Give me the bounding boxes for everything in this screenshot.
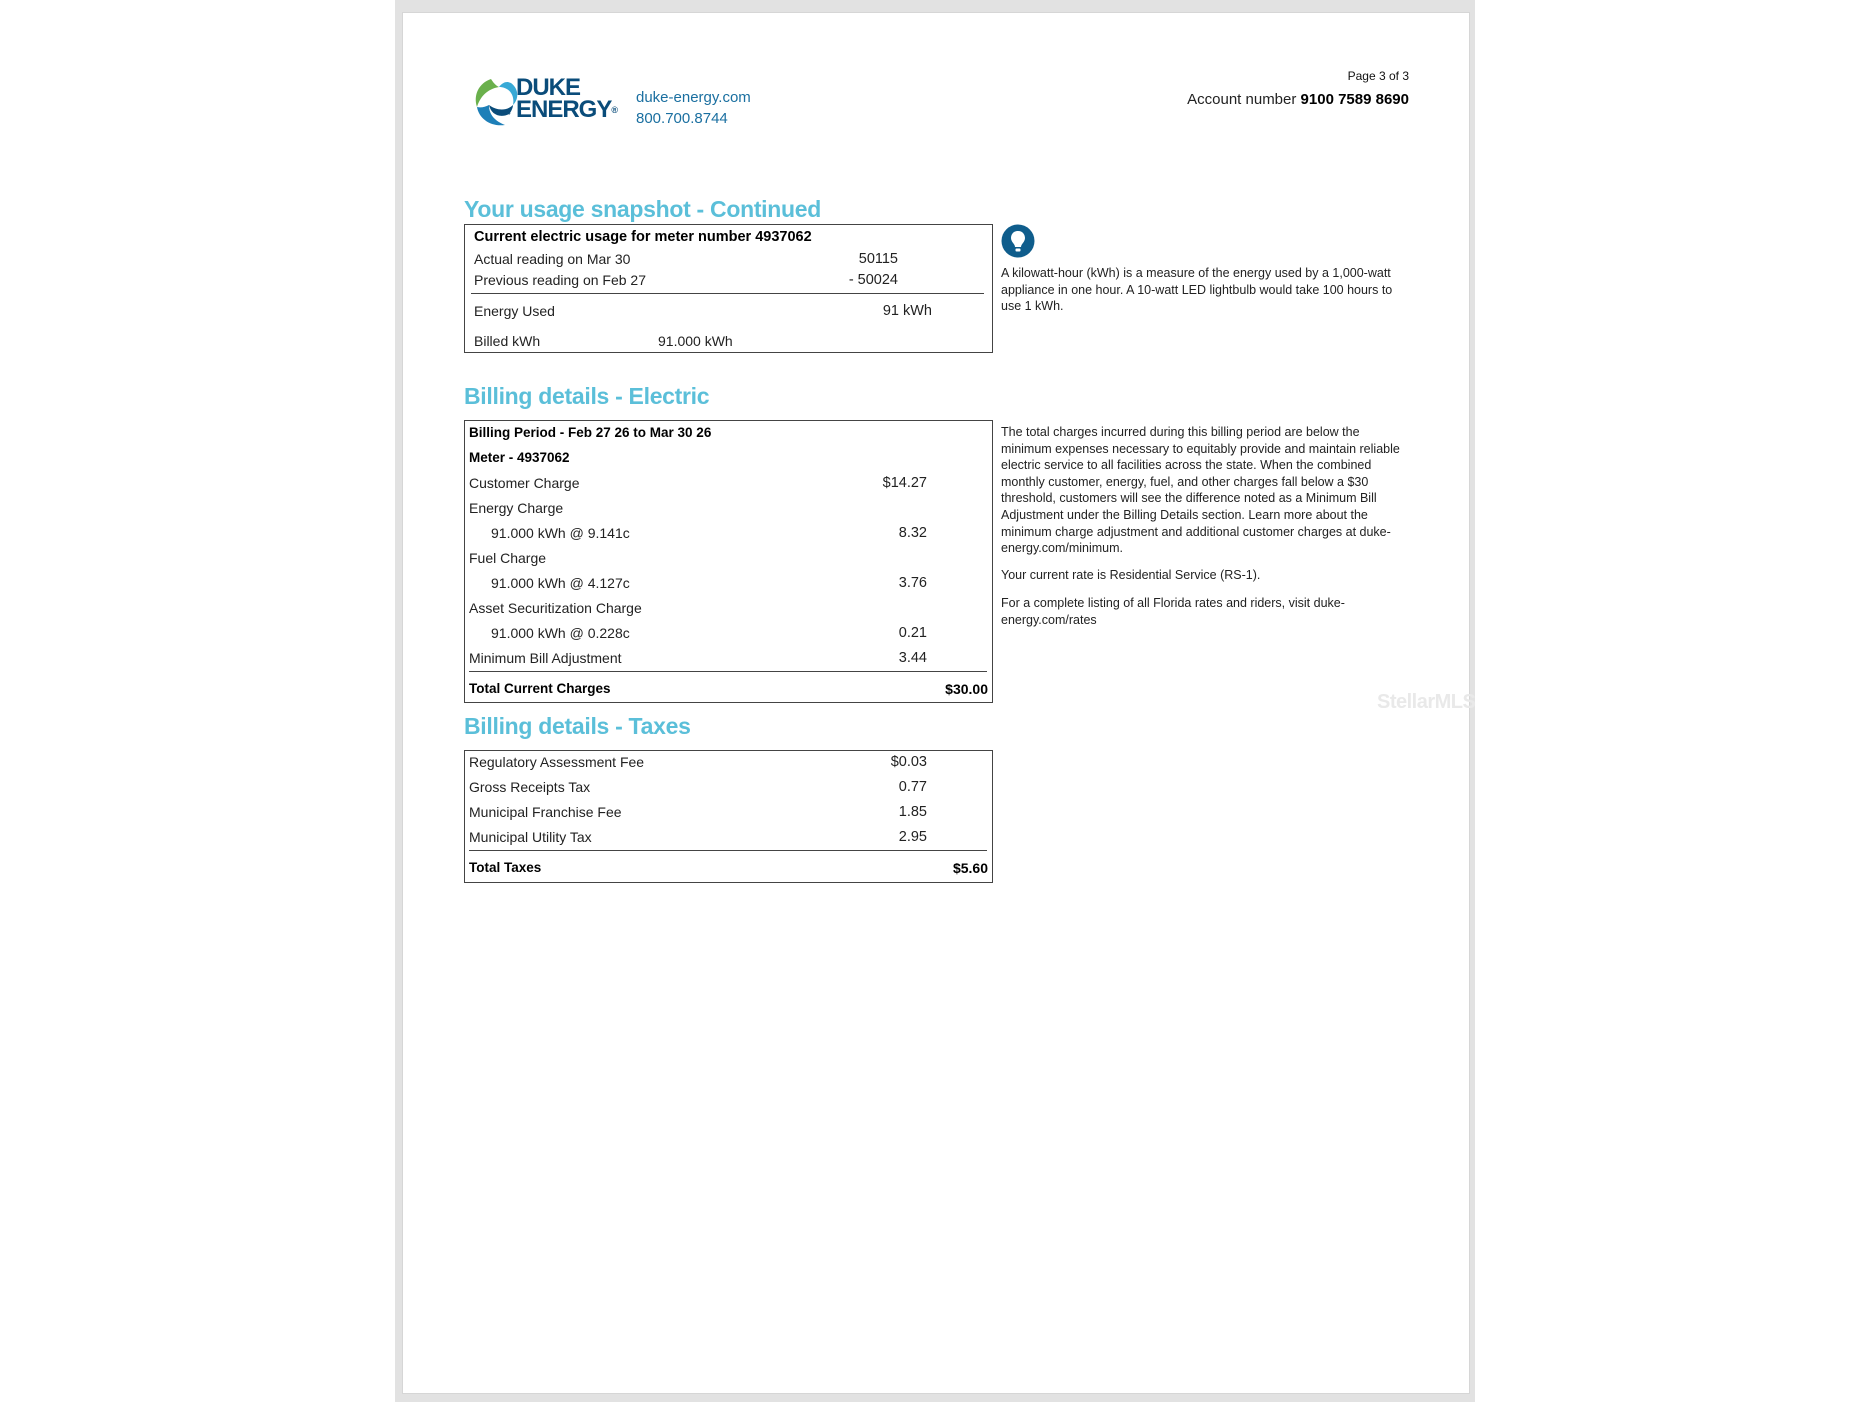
electric-line-label: Minimum Bill Adjustment bbox=[469, 650, 622, 666]
billing-period: Billing Period - Feb 27 26 to Mar 30 26 bbox=[469, 425, 712, 440]
brand-line-2 bbox=[516, 96, 618, 123]
minimum-bill-note: The total charges incurred during this billing period are below the minimum expenses necessary to equitably provide and maintain reliable electric service to all facilities across the state. When the combined monthly customer, energy, fuel, and other charges fall below a $30 threshold, customers will see the difference noted as a Minimum Bill Adjustment under the Billing Details section. Learn more about the minimum charge adjustment and additional customer charges at duke- energy.com/minimum. bbox=[1001, 425, 1400, 556]
tax-line-value: 1.85 bbox=[898, 804, 927, 820]
tax-line-label: Municipal Franchise Fee bbox=[469, 804, 622, 820]
tax-line-label: Municipal Utility Tax bbox=[469, 829, 592, 845]
electric-line-label: 91.000 kWh @ 9.141c bbox=[491, 525, 630, 541]
lightbulb-tip-icon bbox=[1001, 224, 1035, 258]
tax-line-label: Gross Receipts Tax bbox=[469, 779, 591, 795]
energy-used-label: Energy Used bbox=[474, 303, 555, 319]
taxes-box bbox=[464, 750, 993, 883]
electric-line-value: 3.76 bbox=[898, 575, 927, 591]
account-number-line bbox=[1187, 91, 1409, 108]
actual-reading-label: Actual reading on Mar 30 bbox=[474, 251, 631, 267]
electric-divider bbox=[469, 671, 987, 672]
billed-kwh-label: Billed kWh bbox=[474, 333, 541, 349]
electric-line-label: Customer Charge bbox=[469, 475, 580, 491]
brand-registered: ® bbox=[611, 105, 618, 115]
total-taxes-label: Total Taxes bbox=[469, 860, 542, 875]
brand-line-1: DUKE bbox=[516, 74, 581, 101]
watermark-text: StellarMLS bbox=[1377, 691, 1476, 713]
electric-line-value: 8.32 bbox=[898, 525, 927, 541]
phone-number: 800.700.8744 bbox=[636, 110, 728, 127]
website-link[interactable]: duke-energy.com bbox=[636, 89, 751, 106]
usage-section-title: Your usage snapshot - Continued bbox=[464, 196, 822, 222]
actual-reading-value: 50115 bbox=[858, 251, 898, 267]
previous-reading-value: - 50024 bbox=[848, 272, 898, 288]
usage-heading: Current electric usage for meter number 4937062 bbox=[474, 229, 812, 245]
usage-divider bbox=[471, 293, 984, 294]
tax-line-label: Regulatory Assessment Fee bbox=[469, 754, 645, 770]
electric-box bbox=[464, 420, 993, 703]
meter-label: Meter - 4937062 bbox=[469, 450, 570, 465]
account-label: Account number bbox=[1187, 91, 1297, 108]
electric-line-label: Energy Charge bbox=[469, 500, 564, 516]
previous-reading-label: Previous reading on Feb 27 bbox=[474, 272, 646, 288]
total-current-charges-value: $30.00 bbox=[945, 681, 988, 697]
brand-wordmark bbox=[516, 74, 618, 123]
rate-note: Your current rate is Residential Service (RS-1). bbox=[1001, 567, 1261, 582]
electric-line-value: 0.21 bbox=[898, 625, 927, 641]
contact-block bbox=[636, 87, 751, 129]
rates-link-note: For a complete listing of all Florida rates and riders, visit duke-energy.com/rates bbox=[1001, 596, 1345, 627]
energy-used-value: 91 kWh bbox=[882, 303, 932, 319]
tax-line-value: 2.95 bbox=[898, 829, 927, 845]
tax-line-value: 0.77 bbox=[898, 779, 927, 795]
total-taxes-value: $5.60 bbox=[952, 860, 988, 876]
electric-section-title: Billing details - Electric bbox=[464, 383, 710, 409]
electric-notes bbox=[1001, 424, 1409, 629]
taxes-section-title: Billing details - Taxes bbox=[464, 713, 691, 739]
tax-line-value: $0.03 bbox=[890, 754, 927, 770]
billed-kwh-value: 91.000 kWh bbox=[658, 333, 733, 349]
electric-line-label: 91.000 kWh @ 0.228c bbox=[491, 625, 630, 641]
total-current-charges-label: Total Current Charges bbox=[469, 681, 611, 696]
brand-line-2-text: ENERGY bbox=[516, 96, 612, 123]
usage-box bbox=[464, 224, 993, 353]
electric-line-label: 91.000 kWh @ 4.127c bbox=[491, 575, 630, 591]
page-indicator: Page 3 of 3 bbox=[1347, 69, 1409, 83]
electric-line-value: 3.44 bbox=[898, 650, 927, 666]
taxes-divider bbox=[469, 850, 987, 851]
account-number: 9100 7589 8690 bbox=[1300, 91, 1409, 108]
bill-page bbox=[402, 12, 1476, 1394]
electric-line-label: Asset Securitization Charge bbox=[469, 600, 642, 616]
kwh-tip-text: A kilowatt-hour (kWh) is a measure of the energy used by a 1,000-watt appliance in one hour. A 10-watt LED lightbulb would take 100 hours to use 1 kWh. bbox=[1001, 266, 1393, 314]
electric-line-label: Fuel Charge bbox=[469, 550, 547, 566]
electric-line-value: $14.27 bbox=[882, 475, 927, 491]
